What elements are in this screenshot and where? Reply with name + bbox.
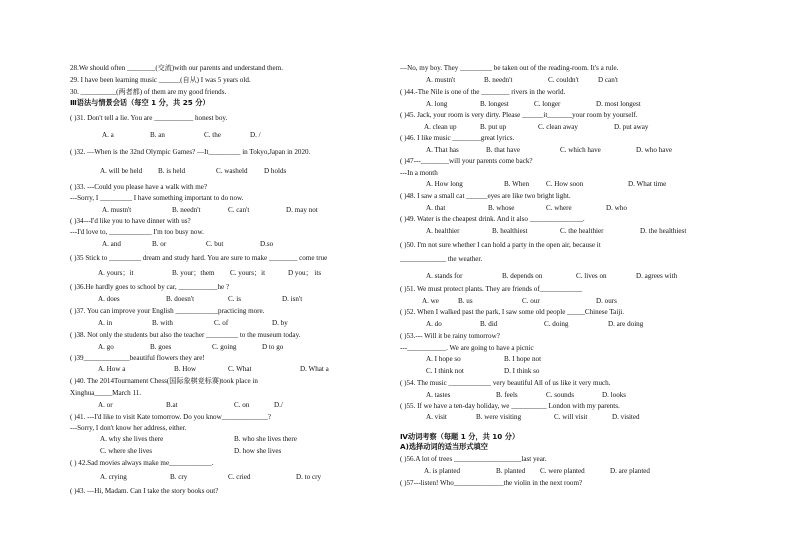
option: D. ours (596, 297, 617, 305)
option: D. What time (628, 180, 667, 188)
option: D. by (272, 319, 288, 327)
option: C. I think not (426, 367, 464, 375)
option: A. do (426, 320, 442, 328)
option: B. needn't (484, 76, 513, 84)
option: A. that (426, 204, 446, 212)
option: C. but (206, 240, 224, 248)
option: A. we (422, 297, 439, 305)
question-line: ( )57---listen! Who______________the violin in the next room? (400, 479, 583, 487)
answer-options (70, 365, 390, 374)
option: A. or (98, 401, 113, 409)
option: A. does (98, 295, 120, 303)
option: B. cry (170, 473, 188, 481)
question-line: ( )48. I saw a small cat ______eyes are like two bright light. (400, 192, 571, 200)
option: C. clean away (538, 123, 578, 131)
option: C. lives on (576, 272, 607, 280)
option: D. most longest (596, 100, 641, 108)
option: C. How soon (546, 180, 584, 188)
answer-options (70, 131, 390, 140)
option: C. our (522, 297, 540, 305)
question-line: ( )54. The music ____________ very beautiful All of us like it very much. (400, 379, 611, 387)
section-heading: Ⅳ动词考察（每题 1 分，共 10 分） (400, 432, 520, 441)
answer-options (70, 295, 390, 304)
answer-options (400, 467, 730, 476)
option: D. / (250, 131, 261, 139)
option: C. where (546, 204, 572, 212)
answer-options (70, 401, 390, 410)
option: D. isn't (282, 295, 303, 303)
answer-options (70, 473, 390, 482)
question-line: —No, my boy. They _________ be taken out of the reading-room. It's a rule. (400, 64, 619, 72)
option: A. and (102, 240, 121, 248)
question-line: ( )32. —When is the 32nd Olympic Games? —It_________ in Tokyo,Japan in 2020. (70, 148, 311, 156)
question-line: ( )35 Stick to _________ dream and study hard. You are sure to make ________ come true (70, 254, 328, 262)
question-line: ( )50. I'm not sure whether I can hold a party in the open air, because it (400, 241, 601, 249)
option: B. healthiest (492, 227, 528, 235)
answer-options (400, 100, 730, 109)
option: C. the healthier (560, 227, 604, 235)
option: C. of (214, 319, 229, 327)
question-line: ( )36.He hardly goes to school by car, ___________he ? (70, 283, 230, 291)
option: C. on (234, 401, 250, 409)
option: A. How a (98, 365, 126, 373)
option: C. going (212, 343, 237, 351)
option: A. long (426, 100, 448, 108)
option: A. is planted (424, 467, 461, 475)
section-heading: A)选择动词的适当形式填空 (400, 442, 488, 451)
option: B. whose (488, 204, 515, 212)
question-line: ---___________. We are going to have a picnic (400, 344, 534, 352)
answer-options (400, 320, 730, 329)
question-line: ---Sorry, I don't know her address, either. (70, 424, 187, 432)
question-line: ( )45. Jack, your room is very dirty. Please ______it_______your room by yourself. (400, 111, 638, 119)
option: D. to cry (296, 473, 322, 481)
option: B. When (504, 180, 530, 188)
question-line: ( )53.--- Will it be rainy tomorrow? (400, 332, 500, 340)
option: A. I hope so (426, 355, 461, 363)
question-line: ( )44.-The Nile is one of the ________ rivers in the world. (400, 88, 566, 96)
answer-options (70, 447, 390, 456)
option: B. doesn't (166, 295, 195, 303)
option: A. crying (100, 473, 127, 481)
option: C. is (228, 295, 242, 303)
question-line: ( )37. You can improve your English ____________practicing more. (70, 307, 265, 315)
option: A. tastes (426, 391, 451, 399)
answer-options (70, 319, 390, 328)
option: D holds (264, 167, 287, 175)
question-line: ( )52. When I walked past the park, I saw some old people _____Chinese Taiji. (400, 308, 625, 316)
option: D can't (598, 76, 618, 84)
option: B. depends on (502, 272, 543, 280)
option: A. why she lives there (100, 435, 164, 443)
question-line: ( )46. I like music ________great lyrics. (400, 134, 515, 142)
option: D. looks (602, 391, 627, 399)
option: D. What a (300, 365, 329, 373)
option: C. can't (228, 206, 250, 214)
option: A. mustn't (102, 206, 132, 214)
option: D. are planted (610, 467, 650, 475)
question-line: ( )55. If we have a ten-day holiday, we __________ London with my parents. (400, 402, 620, 410)
question-line: ( )41. ---I'd like to visit Kate tomorrow. Do you know_____________? (70, 413, 271, 421)
answer-options (400, 180, 730, 189)
option: A. healthier (426, 227, 460, 235)
question-line: ---In a month (400, 169, 438, 177)
question-line: 30. __________(两者都) of them are my good friends. (70, 88, 227, 96)
option: B. put up (480, 123, 507, 131)
answer-options (400, 227, 730, 236)
question-line: _____________ the weather. (400, 255, 483, 263)
option: B. longest (480, 100, 509, 108)
question-line: ( )31. Don't tell a lie. You are ___________ honest boy. (70, 114, 228, 122)
option: B. did (480, 320, 498, 328)
option: C. doing (544, 320, 569, 328)
option: B. with (152, 319, 173, 327)
option: C. were planted (540, 467, 585, 475)
question-line: ( )47---________will your parents come back? (400, 157, 533, 165)
answer-options (70, 167, 390, 176)
question-line: Xinghua_____March 11. (70, 389, 142, 397)
option: D.so (260, 240, 274, 248)
option: B. How (174, 365, 197, 373)
answer-options (400, 367, 730, 376)
option: C. the (204, 131, 221, 139)
option: A. a (102, 131, 114, 139)
answer-options (400, 391, 730, 400)
option: D. how she lives (234, 447, 282, 455)
option: A. That has (426, 146, 459, 154)
option: C. What (228, 365, 252, 373)
option: A. go (98, 343, 114, 351)
answer-options (400, 355, 730, 364)
question-line: ( )33. ---Could you please have a walk with me? (70, 183, 208, 191)
option: D. visited (612, 413, 640, 421)
option: C. sounds (546, 391, 574, 399)
option: C. which have (560, 146, 601, 154)
option: B. needn't (172, 206, 201, 214)
answer-options (70, 435, 390, 444)
answer-options (400, 297, 730, 306)
option: C. where she lives (100, 447, 153, 455)
option: A. How long (426, 180, 463, 188)
answer-options (70, 269, 390, 278)
option: D. who have (636, 146, 673, 154)
option: C. cried (228, 473, 251, 481)
option: B. an (150, 131, 165, 139)
option: C. couldn't (548, 76, 579, 84)
option: B.at (166, 401, 178, 409)
question-line: ---Sorry, I _________ I have something important to do now. (70, 194, 244, 202)
answer-options (400, 146, 730, 155)
option: D. who (606, 204, 627, 212)
answer-options (400, 413, 730, 422)
option: B. who she lives there (234, 435, 297, 443)
question-line: ( )39_____________beautiful flowers they are! (70, 354, 205, 362)
question-line: ---I'd love to, ____________ I'm too busy now. (70, 228, 204, 236)
answer-options (70, 240, 390, 249)
option: D. are doing (608, 320, 644, 328)
option: B. or (152, 240, 167, 248)
option: A. in (98, 319, 113, 327)
question-line: ( )49. Water is the cheapest drink. And it also _______________. (400, 215, 585, 223)
option: D. the healthiest (640, 227, 687, 235)
question-line: ( ) 42.Sad movies always make me____________. (70, 459, 214, 467)
option: D to go (262, 343, 284, 351)
option: B. goes (150, 343, 172, 351)
question-line: ( )38. Not only the students but also the teacher _________ to the museum today. (70, 331, 301, 339)
option: A. stands for (426, 272, 463, 280)
option: D. agrees with (636, 272, 678, 280)
answer-options (70, 343, 390, 352)
option: D. put away (614, 123, 649, 131)
question-line: ( )56.A lot of trees ___________________last year. (400, 455, 547, 463)
option: D. I think so (504, 367, 540, 375)
option: A. visit (426, 413, 447, 421)
option: A. will be held (100, 167, 143, 175)
question-line: 28.We should often ________(交流)with our parents and understand them. (70, 64, 283, 72)
option: C. yours；it (230, 269, 266, 277)
answer-options (400, 123, 730, 132)
answer-options (70, 206, 390, 215)
answer-options (400, 204, 730, 213)
option: A. mustn't (426, 76, 456, 84)
option: C. washeld (216, 167, 248, 175)
answer-options (400, 76, 730, 85)
option: B. that have (486, 146, 521, 154)
option: C. will visit (554, 413, 588, 421)
section-heading: Ⅲ语法与情景会话（每空 1 分，共 25 分） (70, 98, 210, 107)
question-line: ( )51. We must protect plants. They are friends of____________ (400, 285, 583, 293)
option: D./ (274, 401, 283, 409)
option: A. clean up (424, 123, 457, 131)
question-line: ( )34---I'd like you to have dinner with us? (70, 217, 191, 225)
option: D. may not (286, 206, 318, 214)
answer-options (400, 272, 730, 281)
option: B. planted (496, 467, 526, 475)
option: C. longer (534, 100, 561, 108)
option: B. I hope not (504, 355, 542, 363)
option: B. us (458, 297, 473, 305)
option: A. yours；it (98, 269, 134, 277)
option: B. is held (158, 167, 185, 175)
option: D you； its (288, 269, 322, 277)
option: B. feels (496, 391, 518, 399)
question-line: ( )43. —Hi, Madam. Can I take the story books out? (70, 487, 219, 495)
option: B. were visiting (476, 413, 522, 421)
question-line: ( )40. The 2014Tournament Chess(国际象棋竞标赛)took place in (70, 377, 258, 385)
question-line: 29. I have been learning music ______(自从) I was 5 years old. (70, 76, 251, 84)
option: B. your；them (172, 269, 215, 277)
